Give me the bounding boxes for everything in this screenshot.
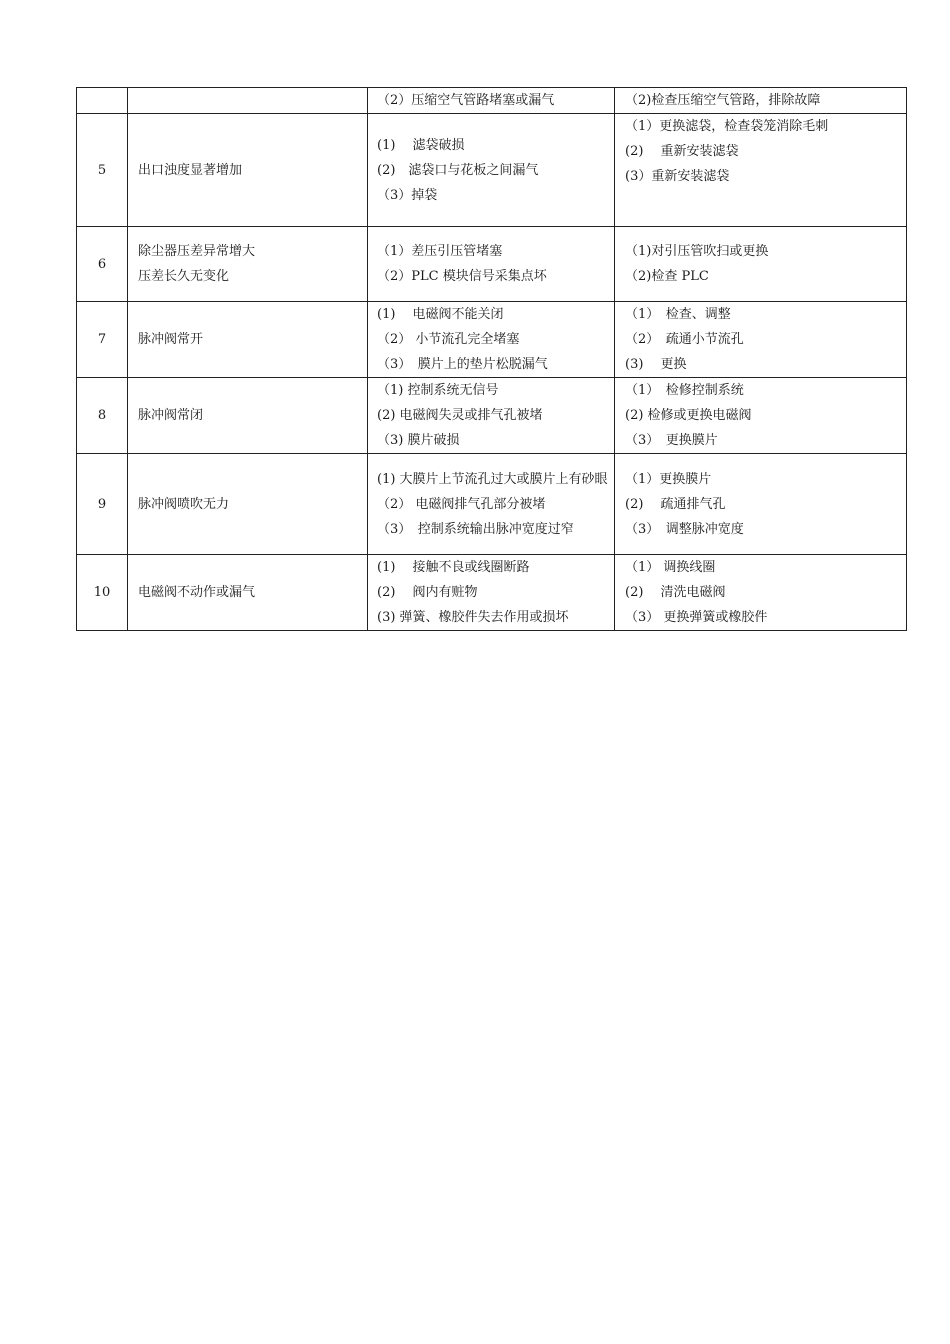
cause-line: （1) 控制系统无信号 bbox=[377, 383, 499, 398]
table-row bbox=[77, 88, 907, 114]
fix-line: (2) 清洗电磁阀 bbox=[625, 585, 726, 600]
cause-line: (1) 大膜片上节流孔过大或膜片上有砂眼 bbox=[377, 471, 608, 487]
symptom-cell bbox=[128, 378, 368, 454]
fix-cell bbox=[615, 454, 907, 555]
cause-line: (2) 电磁阀失灵或排气孔被堵 bbox=[377, 408, 543, 423]
symptom-line: 脉冲阀常闭 bbox=[138, 408, 204, 423]
fix-line: (2) 检修或更换电磁阀 bbox=[625, 408, 752, 423]
fix-cell bbox=[615, 302, 907, 378]
cause-line: (1) 滤袋破损 bbox=[377, 137, 465, 153]
symptom-line: 脉冲阀喷吹无力 bbox=[138, 496, 230, 512]
fix-cell bbox=[615, 114, 907, 227]
symptom-cell bbox=[128, 88, 368, 114]
cause-cell bbox=[368, 227, 615, 302]
cause-line: （2）压缩空气管路堵塞或漏气 bbox=[377, 93, 555, 108]
cause-line: （1）差压引压管堵塞 bbox=[377, 244, 503, 259]
fix-line: (2) 重新安装滤袋 bbox=[625, 144, 739, 159]
table-row bbox=[77, 114, 907, 227]
cause-cell bbox=[368, 454, 615, 555]
cause-line: (1) 电磁阀不能关闭 bbox=[377, 307, 504, 322]
row-number: 9 bbox=[77, 454, 128, 555]
cause-line: （3） 控制系统输出脉冲宽度过窄 bbox=[377, 521, 574, 537]
symptom-cell bbox=[128, 302, 368, 378]
row-number: 5 bbox=[77, 114, 128, 227]
fix-line: （1） 调换线圈 bbox=[625, 560, 716, 575]
cause-line: (2) 阀内有赃物 bbox=[377, 585, 478, 600]
fix-line: (3) 更换 bbox=[625, 357, 687, 372]
fix-line: (2) 疏通排气孔 bbox=[625, 496, 726, 512]
symptom-line: 除尘器压差异常增大 bbox=[138, 244, 256, 259]
cause-cell bbox=[368, 378, 615, 454]
fix-cell bbox=[615, 227, 907, 302]
row-number: 7 bbox=[77, 302, 128, 378]
cause-line: （3) 膜片破损 bbox=[377, 433, 460, 448]
fix-line: （2） 疏通小节流孔 bbox=[625, 332, 744, 347]
cause-line: （2） 电磁阀排气孔部分被堵 bbox=[377, 496, 546, 512]
cause-cell bbox=[368, 88, 615, 114]
fault-table bbox=[76, 87, 907, 631]
fix-line: （1） 检修控制系统 bbox=[625, 383, 744, 398]
cause-line: （2） 小节流孔完全堵塞 bbox=[377, 332, 520, 347]
symptom-cell bbox=[128, 454, 368, 555]
symptom-cell bbox=[128, 227, 368, 302]
symptom-cell bbox=[128, 114, 368, 227]
fix-line: （2)检查压缩空气管路，排除故障 bbox=[625, 93, 821, 108]
row-number: 6 bbox=[77, 227, 128, 302]
cause-line: (1) 接触不良或线圈断路 bbox=[377, 560, 530, 575]
symptom-cell bbox=[128, 555, 368, 631]
fix-line: （1） 检查、调整 bbox=[625, 307, 731, 322]
cause-line: （3）掉袋 bbox=[377, 187, 438, 203]
fix-line: （3） 调整脉冲宽度 bbox=[625, 521, 744, 537]
table-row bbox=[77, 378, 907, 454]
symptom-line: 电磁阀不动作或漏气 bbox=[138, 585, 256, 600]
symptom-line: 出口浊度显著增加 bbox=[138, 162, 243, 178]
row-number: 10 bbox=[77, 555, 128, 631]
fix-cell bbox=[615, 378, 907, 454]
fix-line: （2)检查 PLC bbox=[625, 269, 709, 284]
fix-line: （1）更换膜片 bbox=[625, 471, 712, 487]
row-number bbox=[77, 88, 128, 114]
table-row bbox=[77, 454, 907, 555]
cause-line: （3） 膜片上的垫片松脱漏气 bbox=[377, 357, 548, 372]
cause-line: （2）PLC 模块信号采集点坏 bbox=[377, 269, 547, 284]
cause-line: (2) 滤袋口与花板之间漏气 bbox=[377, 162, 539, 178]
fix-line: （3） 更换弹簧或橡胶件 bbox=[625, 610, 768, 625]
fix-cell bbox=[615, 555, 907, 631]
cause-cell bbox=[368, 302, 615, 378]
symptom-line: 压差长久无变化 bbox=[138, 269, 230, 284]
cause-cell bbox=[368, 114, 615, 227]
cause-line: (3) 弹簧、橡胶件失去作用或损坏 bbox=[377, 610, 569, 625]
cause-cell bbox=[368, 555, 615, 631]
fix-line: （1）更换滤袋，检查袋笼消除毛刺 bbox=[625, 119, 829, 134]
fix-line: （3） 更换膜片 bbox=[625, 433, 718, 448]
fix-cell bbox=[615, 88, 907, 114]
row-number: 8 bbox=[77, 378, 128, 454]
symptom-line: 脉冲阀常开 bbox=[138, 332, 204, 347]
table-row bbox=[77, 302, 907, 378]
table-row bbox=[77, 555, 907, 631]
table-row bbox=[77, 227, 907, 302]
fix-line: (3）重新安装滤袋 bbox=[625, 169, 730, 184]
fix-line: （1)对引压管吹扫或更换 bbox=[625, 244, 769, 259]
